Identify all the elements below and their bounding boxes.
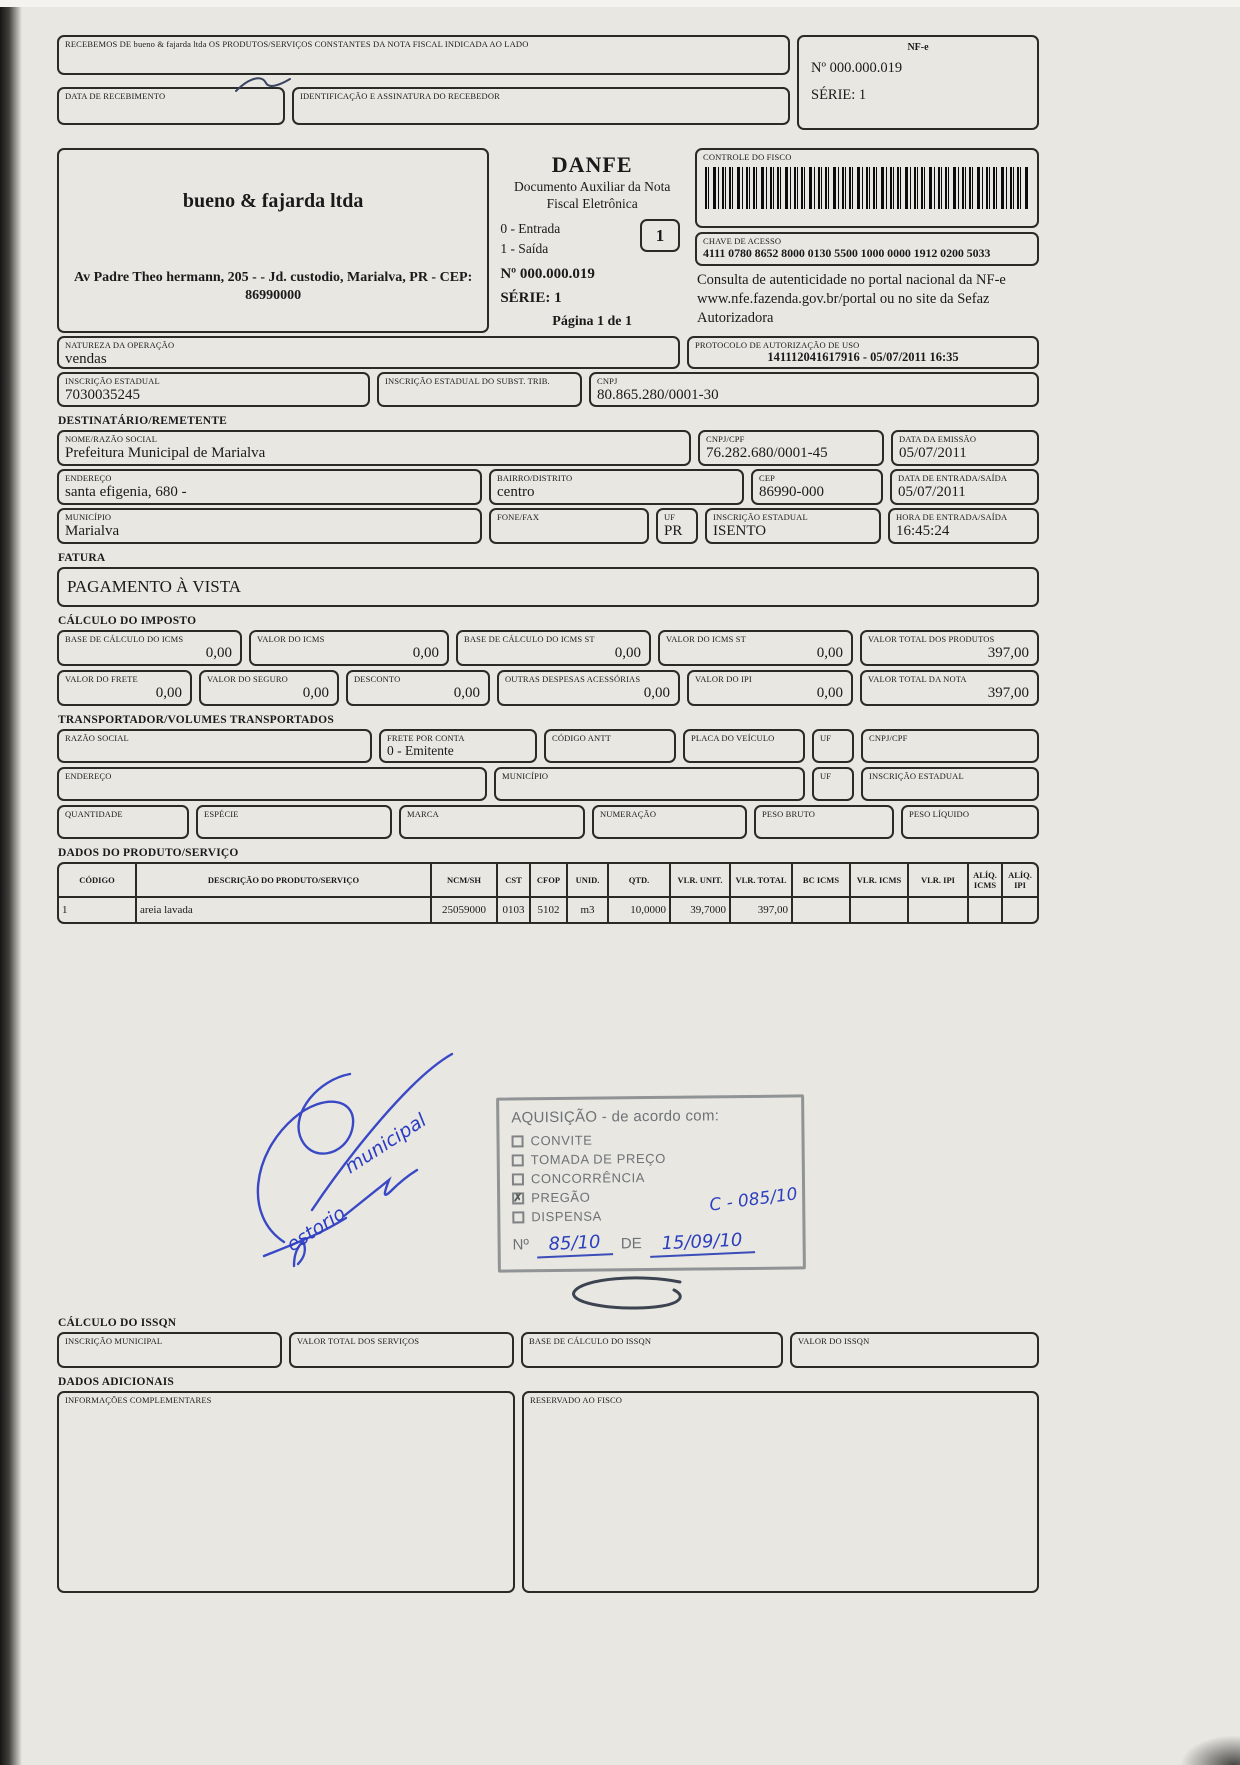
transp-label: RAZÃO SOCIAL [65,733,129,743]
issqn-label: INSCRIÇÃO MUNICIPAL [65,1336,163,1346]
stamp-de-label: DE [620,1235,642,1253]
stamp-item-tomada [512,1150,790,1168]
fatura-value: PAGAMENTO À VISTA [67,577,242,596]
col-aliq-icms: ALÍQ. ICMS [969,864,1003,896]
cell-aliq-icms [969,898,1003,922]
transp-label: ENDEREÇO [65,771,112,781]
fatura-box [57,567,1039,607]
issqn-label: VALOR DO ISSQN [798,1336,870,1346]
fatura-title: FATURA [58,552,106,564]
danfe-entrada: 0 - Entrada [500,220,561,236]
col-ncm: NCM/SH [432,864,498,896]
hora-value: 16:45:24 [896,523,950,540]
transp-label: CÓDIGO ANTT [552,733,612,743]
chave-acesso-value: 4111 0780 8652 8000 0130 5500 1000 0000 1912 0200 5033 [703,246,991,261]
ie-subst-label: INSCRIÇÃO ESTADUAL DO SUBST. TRIB. [385,376,550,386]
stamp-item-label: CONVITE [530,1132,593,1149]
cell-vlr-unit: 39,7000 [671,898,731,922]
field-endereco-transp [57,767,487,801]
produto-row [59,898,1037,922]
data-recebimento-label: DATA DE RECEBIMENTO [65,91,166,101]
produtos-title: DADOS DO PRODUTO/SERVIÇO [58,847,239,859]
field-data-emissao [891,430,1039,466]
nome-label: NOME/RAZÃO SOCIAL [65,434,158,444]
fone-label: FONE/FAX [497,512,540,522]
identificacao-box [292,87,790,125]
cell-vlr-total: 397,00 [731,898,793,922]
transp-label: UF [820,771,832,781]
cell-aliq-ipi [1003,898,1037,922]
destinatario-row2 [57,469,1039,505]
field-total-produtos [860,630,1039,666]
destinatario-row1 [57,430,1039,466]
nome-value: Prefeitura Municipal de Marialva [65,445,266,462]
natureza-label: NATUREZA DA OPERAÇÃO [65,340,175,350]
col-bc-icms: BC ICMS [793,864,851,896]
field-inscricao-estadual [57,372,370,407]
uf-value: PR [664,523,683,540]
danfe-document [57,35,1039,1593]
stamp-no-label: Nº [512,1236,530,1254]
transp-label: MUNICÍPIO [502,771,549,781]
field-total-servicos [289,1332,514,1368]
col-descricao: DESCRIÇÃO DO PRODUTO/SERVIÇO [137,864,432,896]
col-aliq-ipi: ALÍQ. IPI [1008,870,1032,890]
imposto-label: VALOR TOTAL DA NOTA [868,674,967,684]
transp-label: INSCRIÇÃO ESTADUAL [869,771,964,781]
imposto-value: 0,00 [643,685,670,702]
cnpj-cpf-label: CNPJ/CPF [706,434,745,444]
col-vlr-icms: VLR. ICMS [851,864,909,896]
protocolo-label: PROTOCOLO DE AUTORIZAÇÃO DE USO [695,340,860,350]
col-codigo: CÓDIGO [59,864,137,896]
cell-bc-icms [793,898,851,922]
field-uf [656,508,698,544]
field-municipio-transp [494,767,805,801]
destinatario-title: DESTINATÁRIO/REMETENTE [58,415,228,427]
field-valor-frete [57,670,192,706]
imposto-label: VALOR TOTAL DOS PRODUTOS [868,634,995,644]
natureza-row [57,336,1039,369]
bairro-label: BAIRRO/DISTRITO [497,473,573,483]
imposto-value: 397,00 [987,685,1029,702]
barcode [705,167,1029,209]
imposto-label: VALOR DO FRETE [65,674,138,684]
field-razao-social [57,729,372,763]
imposto-label: VALOR DO SEGURO [207,674,288,684]
field-numeracao [592,805,747,839]
field-outras-despesas [497,670,680,706]
imposto-label: VALOR DO ICMS ST [666,634,746,644]
canhoto-bottom-row [57,87,790,125]
cell-codigo: 1 [59,898,137,922]
imposto-label: DESCONTO [354,674,401,684]
hora-label: HORA DE ENTRADA/SAÍDA [896,512,1008,522]
field-valor-issqn [790,1332,1039,1368]
field-cnpj-transp [861,729,1039,763]
nfe-stub-box [797,35,1039,130]
checkbox-convite [511,1135,523,1147]
field-peso-bruto [754,805,894,839]
field-nome-razao [57,430,691,466]
nfe-numero: Nº 000.000.019 [811,60,903,76]
field-base-icms-st [456,630,651,666]
stamp-title: AQUISIÇÃO - de acordo com: [511,1107,720,1127]
ie-dest-value: ISENTO [713,523,767,540]
nfe-title: NF-e [907,42,929,53]
imposto-value: 0,00 [614,645,641,662]
field-valor-icms [249,630,449,666]
stamp-item-convite [511,1131,789,1149]
identificacao-label: IDENTIFICAÇÃO E ASSINATURA DO RECEBEDOR [300,91,500,101]
col-unid: UNID. [568,864,609,896]
cep-value: 86990-000 [759,484,824,501]
produtos-header-row [59,864,1037,898]
transp-label: QUANTIDADE [65,809,123,819]
cell-descricao: areia lavada [137,898,432,922]
cell-ncm: 25059000 [432,898,498,922]
stamp-item-label: TOMADA DE PREÇO [530,1150,667,1168]
field-valor-icms-st [658,630,853,666]
checkbox-tomada [512,1154,524,1166]
field-placa-veiculo [683,729,805,763]
imposto-value: 397,00 [987,645,1029,662]
field-codigo-antt [544,729,676,763]
field-desconto [346,670,490,706]
field-peso-liquido [901,805,1039,839]
produtos-table [57,862,1039,924]
scan-edge-corner [1180,1735,1240,1765]
field-fone-fax [489,508,649,544]
field-hora-entrada [888,508,1039,544]
signature-word-1: estorio [282,1202,350,1257]
cep-label: CEP [759,473,776,483]
acquisition-stamp [496,1094,806,1272]
reservado-fisco-box [522,1391,1039,1593]
field-inscricao-estadual-dest [705,508,881,544]
imposto-value: 0,00 [155,685,182,702]
stamp-item-concorrencia [512,1169,790,1187]
reservado-fisco-label: RESERVADO AO FISCO [530,1395,623,1405]
bairro-value: centro [497,484,535,501]
chave-acesso-label: CHAVE DE ACESSO [703,236,782,246]
natureza-value: vendas [65,351,107,368]
transportador-row2 [57,767,1039,801]
danfe-numero: Nº 000.000.019 [500,266,595,283]
field-cnpj [589,372,1039,407]
danfe-entrada-saida [500,219,560,260]
cnpj-cpf-value: 76.282.680/0001-45 [706,445,828,462]
field-valor-seguro [199,670,339,706]
field-frete-conta [379,729,537,763]
emitente-nome: bueno & fajarda ltda [182,190,364,212]
checkbox-pregao: ✗ [513,1192,524,1205]
cell-vlr-icms [851,898,909,922]
imposto-label: VALOR DO IPI [695,674,752,684]
pen-swoosh [562,1272,692,1318]
field-base-icms [57,630,242,666]
adicionais-row [57,1391,1039,1593]
data-entrada-value: 05/07/2011 [898,484,966,501]
field-endereco [57,469,482,505]
transportador-row3 [57,805,1039,839]
field-quantidade [57,805,189,839]
stamp-number-row [513,1231,791,1258]
danfe-pagina: Página 1 de 1 [552,314,633,330]
field-uf-transp2 [812,767,854,801]
cell-unid: m3 [568,898,609,922]
consulta-text: Consulta de autenticidade no portal nacional da NF-e www.nfe.fazenda.gov.br/portal ou no site da Sefaz Autorizadora [697,272,1006,326]
field-inscricao-subst [377,372,582,407]
field-cnpj-cpf [698,430,884,466]
stamp-item-label: CONCORRÊNCIA [530,1170,646,1187]
cell-qtd: 10,0000 [609,898,671,922]
transp-value: 0 - Emitente [387,743,454,759]
cell-vlr-ipi [909,898,969,922]
issqn-title: CÁLCULO DO ISSQN [58,1317,177,1329]
imposto-title: CÁLCULO DO IMPOSTO [58,615,197,627]
municipio-value: Marialva [65,523,120,540]
signature-stamp-area [57,924,1039,1309]
informacoes-complementares-box [57,1391,515,1593]
protocolo-value: 141112041617916 - 05/07/2011 16:35 [767,350,959,365]
cnpj-value: 80.865.280/0001-30 [597,387,719,404]
endereco-label: ENDEREÇO [65,473,112,483]
field-inscricao-municipal [57,1332,282,1368]
imposto-value: 0,00 [412,645,439,662]
handwritten-date: 15/09/10 [649,1229,755,1258]
imposto-row1 [57,630,1039,666]
adicionais-title: DADOS ADICIONAIS [58,1376,174,1388]
issqn-row [57,1332,1039,1368]
transp-label: PESO BRUTO [762,809,816,819]
signature-word-2: municipal [340,1109,431,1179]
ie-dest-label: INSCRIÇÃO ESTADUAL [713,512,808,522]
checkbox-dispensa [512,1211,524,1223]
imposto-value: 0,00 [302,685,329,702]
stamp-item-label: DISPENSA [531,1208,602,1225]
imposto-label: VALOR DO ICMS [257,634,325,644]
field-ie-transp [861,767,1039,801]
transp-label: ESPÉCIE [204,809,239,819]
field-cep [751,469,883,505]
danfe-saida: 1 - Saída [500,241,549,256]
field-valor-ipi [687,670,853,706]
cell-cst: 0103 [498,898,531,922]
scan-edge-left [0,0,22,1765]
issqn-label: BASE DE CÁLCULO DO ISSQN [529,1336,652,1346]
imposto-value: 0,00 [816,685,843,702]
recebemos-text: RECEBEMOS DE bueno & fajarda ltda OS PRODUTOS/SERVIÇOS CONSTANTES DA NOTA FISCAL INDICADA AO LADO [65,39,529,49]
field-data-entrada [890,469,1039,505]
chave-acesso-box [695,232,1039,266]
col-cst: CST [498,864,531,896]
emitente-endereco: Av Padre Theo hermann, 205 - - Jd. custodio, Marialva, PR - CEP: 86990000 [74,270,473,303]
transp-label: FRETE POR CONTA [387,733,465,743]
transp-label: PLACA DO VEÍCULO [691,733,775,743]
fisco-column [695,148,1039,333]
cell-cfop: 5102 [531,898,568,922]
controle-fisco-label: CONTROLE DO FISCO [703,152,792,162]
field-total-nota [860,670,1039,706]
ie-value: 7030035245 [65,387,140,404]
stamp-item-label: PREGÃO [531,1189,591,1206]
transportador-row1 [57,729,1039,763]
col-qtd: QTD. [609,864,671,896]
imposto-value: 0,00 [816,645,843,662]
transp-label: CNPJ/CPF [869,733,908,743]
checkbox-concorrencia [512,1173,524,1185]
ie-label: INSCRIÇÃO ESTADUAL [65,376,160,386]
transp-label: UF [820,733,832,743]
nfe-serie: SÉRIE: 1 [811,87,867,103]
canhoto-left [57,35,790,130]
controle-fisco-box [695,148,1039,228]
handwritten-number: 85/10 [536,1231,613,1258]
danfe-tipo-row [496,219,688,260]
destinatario-row3 [57,508,1039,544]
header-section [57,148,1039,333]
danfe-subtitle: Documento Auxiliar da Nota Fiscal Eletrônica [513,179,671,211]
field-base-issqn [521,1332,783,1368]
danfe-column [496,148,688,333]
emitente-box [57,148,489,333]
danfe-tipo-box: 1 [640,219,680,252]
imposto-label: BASE DE CÁLCULO DO ICMS ST [464,634,595,644]
col-cfop: CFOP [531,864,568,896]
data-entrada-label: DATA DE ENTRADA/SAÍDA [898,473,1008,483]
danfe-serie: SÉRIE: 1 [500,290,562,307]
field-municipio [57,508,482,544]
transp-label: PESO LÍQUIDO [909,809,970,819]
imposto-row2 [57,670,1039,706]
pen-scribble-icon [232,71,294,97]
municipio-label: MUNICÍPIO [65,512,112,522]
field-especie [196,805,392,839]
field-protocolo [687,336,1039,369]
transp-label: NUMERAÇÃO [600,809,657,819]
transp-label: MARCA [407,809,439,819]
emissao-value: 05/07/2011 [899,445,967,462]
handwritten-annotation: C - 085/10 [708,1184,800,1216]
imposto-value: 0,00 [205,645,232,662]
col-vlr-unit: VLR. UNIT. [671,864,731,896]
imposto-label: BASE DE CÁLCULO DO ICMS [65,634,184,644]
field-uf-transp [812,729,854,763]
uf-label: UF [664,512,676,522]
issqn-label: VALOR TOTAL DOS SERVIÇOS [297,1336,420,1346]
danfe-title: DANFE [551,152,633,177]
recebemos-box [57,35,790,75]
transportador-title: TRANSPORTADOR/VOLUMES TRANSPORTADOS [58,714,334,726]
imposto-label: OUTRAS DESPESAS ACESSÓRIAS [505,674,641,684]
field-marca [399,805,585,839]
emissao-label: DATA DA EMISSÃO [899,434,977,444]
scan-edge-top [0,0,1240,7]
field-natureza-operacao [57,336,680,369]
col-vlr-total: VLR. TOTAL [731,864,793,896]
field-bairro [489,469,744,505]
endereco-value: santa efigenia, 680 - [65,484,187,501]
col-vlr-ipi: VLR. IPI [909,864,969,896]
inscricoes-row [57,372,1039,407]
canhoto-section [57,35,1039,130]
cnpj-label: CNPJ [597,376,618,386]
imposto-value: 0,00 [453,685,480,702]
info-complementares-label: INFORMAÇÕES COMPLEMENTARES [65,1395,212,1405]
